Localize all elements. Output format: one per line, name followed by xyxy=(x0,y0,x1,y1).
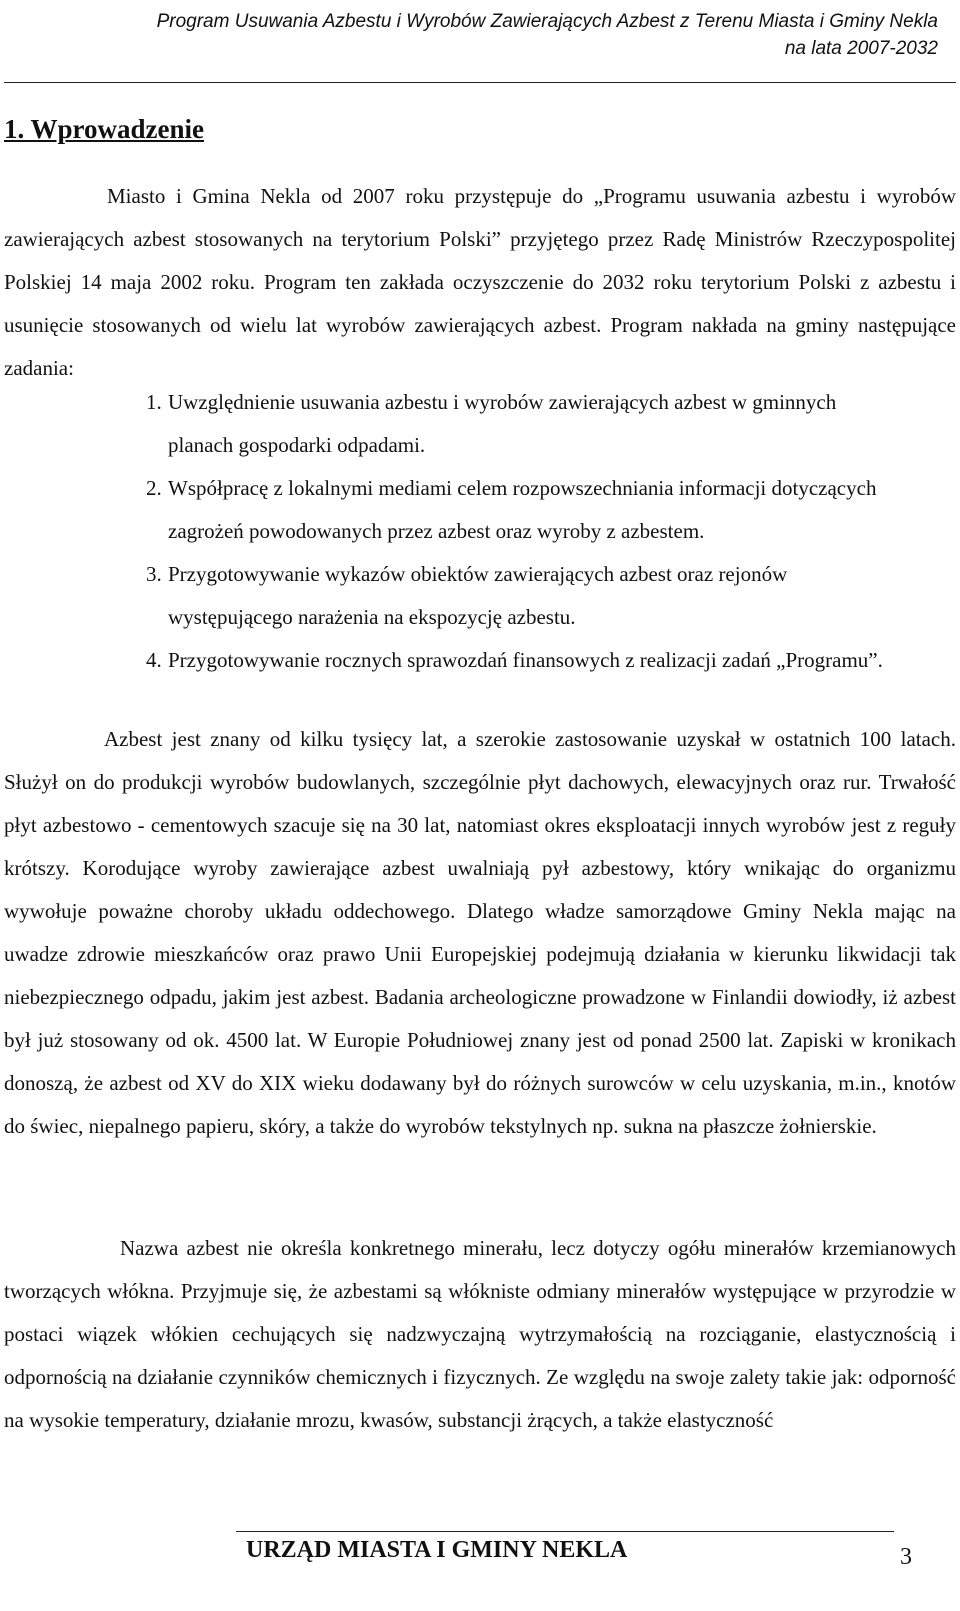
list-item-number: 2. xyxy=(146,476,162,500)
history-paragraph xyxy=(4,718,956,1148)
list-item-number: 4. xyxy=(146,648,162,672)
list-item xyxy=(146,467,886,553)
list-item-text: Przygotowywanie wykazów obiektów zawierających azbest oraz rejonów występującego narażenia na ekspozycję azbestu. xyxy=(168,562,788,629)
list-item-number: 3. xyxy=(146,562,162,586)
intro-paragraph-text: Miasto i Gmina Nekla od 2007 roku przystępuje do „Programu usuwania azbestu i wyrobów zawierających azbest stosowanych na terytorium Polski” przyjętego przez Radę Ministrów Rzeczypospolitej Polskiej 14 maja 2002 roku. Program ten zakłada oczyszczenie do 2032 roku terytorium Polski z azbestu i usunięcie stosowanych od wielu lat wyrobów zawierających azbest. Program nakłada na gminy następujące zadania: xyxy=(4,184,956,380)
list-item-text: Uwzględnienie usuwania azbestu i wyrobów zawierających azbest w gminnych planach gospodarki odpadami. xyxy=(168,390,837,457)
list-item-number: 1. xyxy=(146,390,162,414)
footer-office-name: URZĄD MIASTA I GMINY NEKLA xyxy=(246,1537,628,1563)
definition-paragraph-text: Nazwa azbest nie określa konkretnego minerału, lecz dotyczy ogółu minerałów krzemianowych tworzących włókna. Przyjmuje się, że azbestami są włókniste odmiany minerałów występujące w przyrodzie w postaci wiązek włókien cechujących się nadzwyczajną wytrzymałością na rozciąganie, elastycznością i odpornością na działanie czynników chemicznych i fizycznych. Ze względu na swoje zalety takie jak: odporność na wysokie temperatury, działanie mrozu, kwasów, substancji żrących, a także elastyczność xyxy=(4,1236,956,1432)
tasks-list xyxy=(146,381,886,682)
header-years-line: na lata 2007-2032 xyxy=(784,38,938,59)
header-divider xyxy=(4,82,956,83)
page-number: 3 xyxy=(900,1544,912,1570)
history-paragraph-text: Azbest jest znany od kilku tysięcy lat, a szerokie zastosowanie uzyskał w ostatnich 100 latach. Służył on do produkcji wyrobów budowlanych, szczególnie płyt dachowych, elewacyjnych oraz rur. Trwałość płyt azbestowo - cementowych szacuje się na 30 lat, natomiast okres eksploatacji innych wyrobów jest z reguły krótszy. Korodujące wyroby zawierające azbest uwalniają pył azbestowy, który wnikając do organizmu wywołuje poważne choroby układu oddechowego. Dlatego władze samorządowe Gminy Nekla mając na uwadze zdrowie mieszkańców oraz prawo Unii Europejskiej podejmują działania w kierunku likwidacji tak niebezpiecznego odpadu, jakim jest azbest. Badania archeologiczne prowadzone w Finlandii dowiodły, iż azbest był już stosowany od ok. 4500 lat. W Europie Południowej znany jest od ponad 2500 lat. Zapiski w kronikach donoszą, że azbest od XV do XIX wieku dodawany był do różnych surowców w celu uzyskania, m.in., knotów do świec, niepalnego papieru, skóry, a także do wyrobów tekstylnych np. sukna na płaszcze żołnierskie. xyxy=(4,727,956,1138)
footer-divider xyxy=(236,1531,894,1532)
list-item xyxy=(146,553,886,639)
definition-paragraph xyxy=(4,1227,956,1442)
list-item xyxy=(146,381,886,467)
intro-paragraph xyxy=(4,175,956,390)
list-item-text: Przygotowywanie rocznych sprawozdań finansowych z realizacji zadań „Programu”. xyxy=(168,648,883,672)
list-item xyxy=(146,639,886,682)
header-title-line: Program Usuwania Azbestu i Wyrobów Zawierających Azbest z Terenu Miasta i Gminy Nekla xyxy=(156,11,938,32)
section-title: 1. Wprowadzenie xyxy=(4,114,205,144)
list-item-text: Współpracę z lokalnymi mediami celem rozpowszechniania informacji dotyczących zagrożeń powodowanych przez azbest oraz wyroby z azbestem. xyxy=(168,476,877,543)
running-header xyxy=(0,8,938,62)
